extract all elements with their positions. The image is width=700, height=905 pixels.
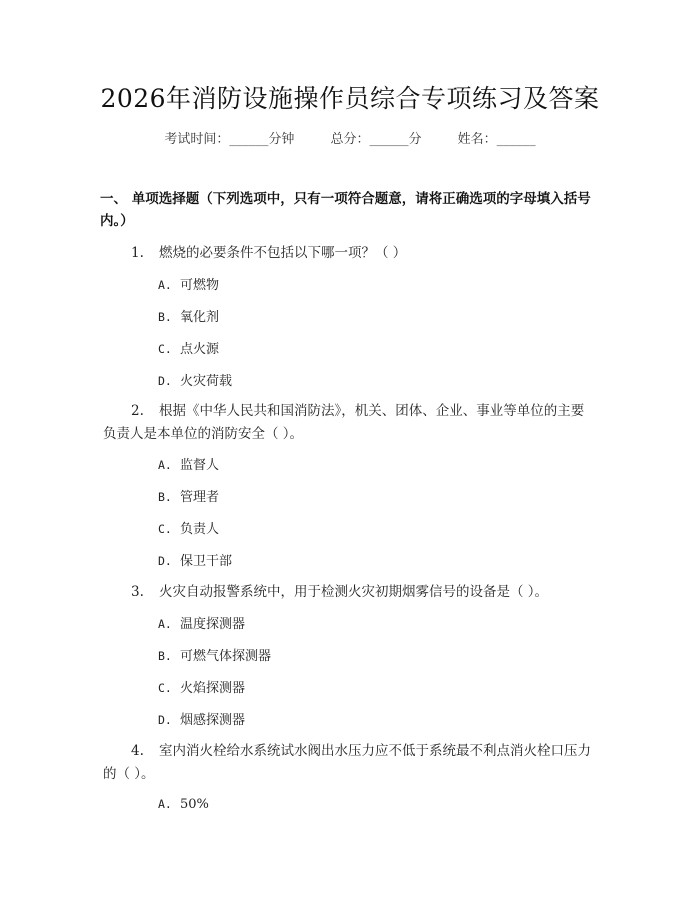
question-text: 燃烧的必要条件不包括以下哪一项？（ ） xyxy=(159,245,407,261)
option-item xyxy=(158,794,209,815)
name-field: 姓名：______ xyxy=(457,132,536,147)
option-item xyxy=(158,371,232,392)
option-text: 可燃气体探测器 xyxy=(180,649,272,664)
option-item xyxy=(158,455,219,476)
option-letter: D. xyxy=(158,374,172,388)
question-4 xyxy=(103,740,593,786)
option-item xyxy=(158,275,219,296)
exam-info-line xyxy=(0,130,700,150)
option-item xyxy=(158,678,245,699)
question-text: 室内消火栓给水系统试水阀出水压力应不低于系统最不利点消火栓口压力的（ ）。 xyxy=(103,743,591,782)
option-letter: B. xyxy=(158,310,172,324)
section-heading: 一、 单项选择题（下列选项中，只有一项符合题意，请将正确选项的字母填入括号内。） xyxy=(100,191,591,229)
question-3 xyxy=(103,581,593,604)
option-text: 烟感探测器 xyxy=(180,713,246,728)
option-text: 火焰探测器 xyxy=(180,681,246,696)
option-letter: C. xyxy=(158,342,172,356)
total-score-field: 总分：______分 xyxy=(330,132,422,147)
option-item xyxy=(158,551,232,572)
question-text: 根据《中华人民共和国消防法》，机关、团体、企业、事业等单位的主要负责人是本单位的消防安全（ ）。 xyxy=(103,403,585,442)
option-text: 50% xyxy=(180,797,209,812)
option-text: 氧化剂 xyxy=(180,310,220,325)
option-item xyxy=(158,487,219,508)
exam-time-field: 考试时间：______分钟 xyxy=(164,132,295,147)
option-text: 管理者 xyxy=(180,490,220,505)
option-letter: A. xyxy=(158,617,172,631)
question-2 xyxy=(103,400,593,446)
option-item xyxy=(158,614,245,635)
option-item xyxy=(158,307,219,328)
option-text: 监督人 xyxy=(180,458,220,473)
question-number: 4. xyxy=(131,743,144,759)
option-item xyxy=(158,339,219,360)
option-text: 火灾荷载 xyxy=(180,374,233,389)
option-letter: B. xyxy=(158,649,172,663)
option-letter: B. xyxy=(158,490,172,504)
option-item xyxy=(158,519,219,540)
question-number: 2. xyxy=(131,403,144,419)
option-text: 保卫干部 xyxy=(180,554,233,569)
option-item xyxy=(158,646,271,667)
option-text: 温度探测器 xyxy=(180,617,246,632)
option-text: 负责人 xyxy=(180,522,220,537)
option-letter: D. xyxy=(158,554,172,568)
question-text: 火灾自动报警系统中，用于检测火灾初期烟雾信号的设备是（ ）。 xyxy=(159,584,549,600)
option-letter: C. xyxy=(158,681,172,695)
option-text: 点火源 xyxy=(180,342,220,357)
question-number: 3. xyxy=(131,584,144,600)
option-letter: A. xyxy=(158,458,172,472)
question-number: 1. xyxy=(131,245,144,261)
option-text: 可燃物 xyxy=(180,278,220,293)
document-title: 2026年消防设施操作员综合专项练习及答案 xyxy=(100,84,600,113)
question-1 xyxy=(103,242,593,265)
option-letter: A. xyxy=(158,278,172,292)
option-letter: D. xyxy=(158,713,172,727)
option-item xyxy=(158,710,245,731)
option-letter: C. xyxy=(158,522,172,536)
option-letter: A. xyxy=(158,797,172,811)
